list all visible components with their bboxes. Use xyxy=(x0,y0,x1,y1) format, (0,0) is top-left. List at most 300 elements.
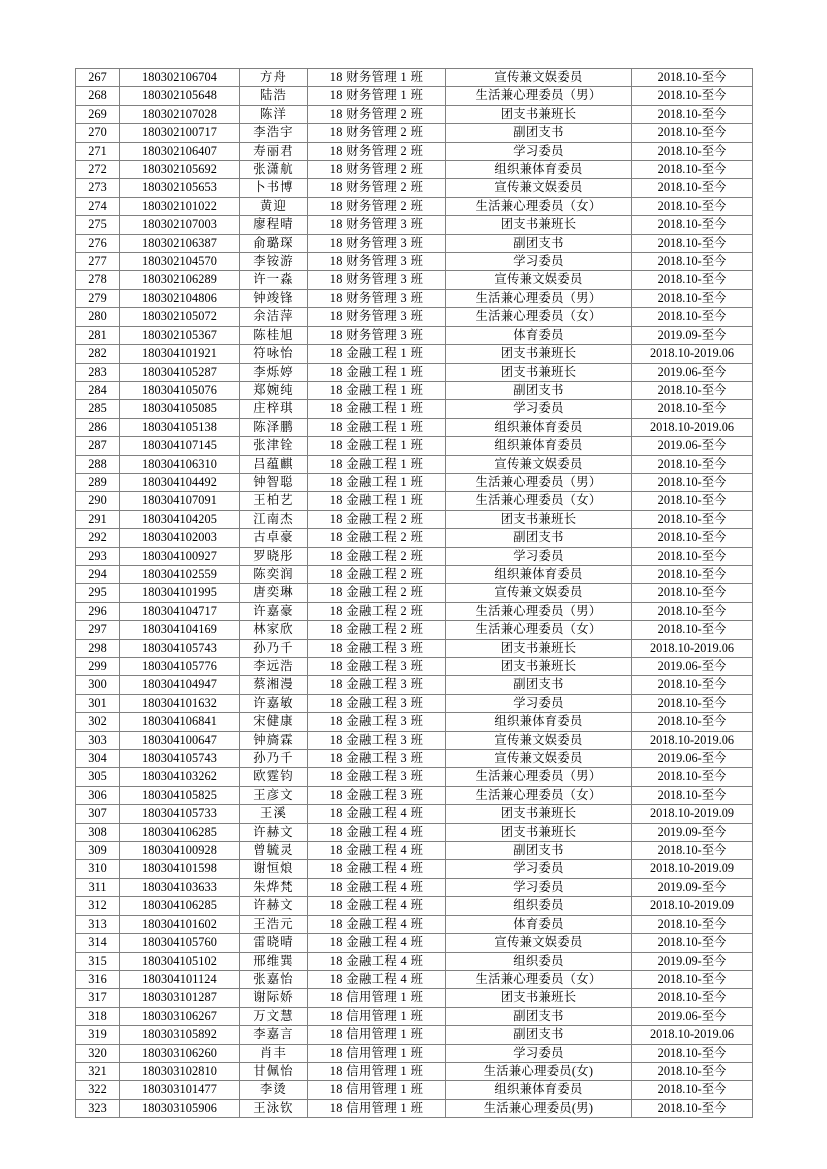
cell-index: 281 xyxy=(76,326,120,344)
cell-student-id: 180302106407 xyxy=(120,142,240,160)
cell-post: 团支书兼班长 xyxy=(446,510,632,528)
cell-name: 谢际娇 xyxy=(240,989,308,1007)
cell-index: 323 xyxy=(76,1099,120,1117)
cell-student-id: 180302106704 xyxy=(120,69,240,87)
cell-class: 18 金融工程 3 班 xyxy=(308,750,446,768)
cell-post: 副团支书 xyxy=(446,1007,632,1025)
cell-class: 18 金融工程 4 班 xyxy=(308,878,446,896)
cell-term: 2018.10-至今 xyxy=(632,253,753,271)
cell-student-id: 180304105743 xyxy=(120,639,240,657)
cell-index: 306 xyxy=(76,786,120,804)
cell-post: 副团支书 xyxy=(446,676,632,694)
cell-name: 郑婉纯 xyxy=(240,381,308,399)
cell-index: 319 xyxy=(76,1026,120,1044)
cell-post: 学习委员 xyxy=(446,860,632,878)
table-row xyxy=(76,1044,753,1062)
cell-name: 黄迎 xyxy=(240,197,308,215)
cell-student-id: 180304106285 xyxy=(120,897,240,915)
cell-class: 18 财务管理 2 班 xyxy=(308,124,446,142)
cell-student-id: 180302105367 xyxy=(120,326,240,344)
cell-post: 生活兼心理委员（男） xyxy=(446,768,632,786)
cell-class: 18 金融工程 2 班 xyxy=(308,529,446,547)
cell-post: 副团支书 xyxy=(446,234,632,252)
cell-index: 289 xyxy=(76,473,120,491)
cell-class: 18 金融工程 3 班 xyxy=(308,768,446,786)
cell-post: 团支书兼班长 xyxy=(446,345,632,363)
cell-name: 陈奕润 xyxy=(240,565,308,583)
cell-post: 组织兼体育委员 xyxy=(446,418,632,436)
cell-term: 2018.10-至今 xyxy=(632,381,753,399)
cell-class: 18 金融工程 3 班 xyxy=(308,639,446,657)
cell-index: 302 xyxy=(76,713,120,731)
cell-post: 团支书兼班长 xyxy=(446,639,632,657)
cell-student-id: 180304107091 xyxy=(120,492,240,510)
cell-class: 18 金融工程 4 班 xyxy=(308,952,446,970)
table-row xyxy=(76,437,753,455)
cell-term: 2018.10-至今 xyxy=(632,216,753,234)
cell-index: 320 xyxy=(76,1044,120,1062)
cell-term: 2018.10-至今 xyxy=(632,197,753,215)
cell-class: 18 金融工程 4 班 xyxy=(308,805,446,823)
cell-student-id: 180303105906 xyxy=(120,1099,240,1117)
table-row xyxy=(76,1099,753,1117)
table-row xyxy=(76,234,753,252)
cell-student-id: 180304101921 xyxy=(120,345,240,363)
cell-post: 组织兼体育委员 xyxy=(446,437,632,455)
cell-student-id: 180302107003 xyxy=(120,216,240,234)
cell-student-id: 180304100647 xyxy=(120,731,240,749)
cell-index: 288 xyxy=(76,455,120,473)
cell-class: 18 财务管理 1 班 xyxy=(308,87,446,105)
cell-name: 肖丰 xyxy=(240,1044,308,1062)
cell-name: 宋健康 xyxy=(240,713,308,731)
cell-term: 2018.10-2019.09 xyxy=(632,897,753,915)
cell-index: 287 xyxy=(76,437,120,455)
table-row xyxy=(76,823,753,841)
table-row xyxy=(76,805,753,823)
cell-name: 方舟 xyxy=(240,69,308,87)
cell-index: 295 xyxy=(76,584,120,602)
cell-name: 张津铨 xyxy=(240,437,308,455)
table-row xyxy=(76,860,753,878)
cell-name: 许赫文 xyxy=(240,823,308,841)
cell-post: 宣传兼文娱委员 xyxy=(446,179,632,197)
cell-post: 副团支书 xyxy=(446,1026,632,1044)
table-row xyxy=(76,694,753,712)
table-row xyxy=(76,970,753,988)
cell-term: 2018.10-至今 xyxy=(632,455,753,473)
cell-post: 副团支书 xyxy=(446,529,632,547)
cell-index: 316 xyxy=(76,970,120,988)
cell-class: 18 金融工程 1 班 xyxy=(308,473,446,491)
cell-index: 315 xyxy=(76,952,120,970)
cell-name: 许嘉豪 xyxy=(240,602,308,620)
cell-name: 罗晓彤 xyxy=(240,547,308,565)
table-row xyxy=(76,658,753,676)
table-row xyxy=(76,400,753,418)
cell-name: 李浩宇 xyxy=(240,124,308,142)
cell-index: 268 xyxy=(76,87,120,105)
cell-student-id: 180304105825 xyxy=(120,786,240,804)
table-row xyxy=(76,87,753,105)
cell-post: 宣传兼文娱委员 xyxy=(446,750,632,768)
cell-class: 18 财务管理 2 班 xyxy=(308,105,446,123)
cell-term: 2018.10-至今 xyxy=(632,308,753,326)
table-row xyxy=(76,455,753,473)
cell-name: 钟竣锋 xyxy=(240,289,308,307)
table-row xyxy=(76,602,753,620)
cell-index: 283 xyxy=(76,363,120,381)
cell-post: 团支书兼班长 xyxy=(446,216,632,234)
cell-class: 18 金融工程 2 班 xyxy=(308,510,446,528)
cell-index: 294 xyxy=(76,565,120,583)
table-row xyxy=(76,363,753,381)
table-row xyxy=(76,934,753,952)
table-row xyxy=(76,161,753,179)
cell-student-id: 180302105072 xyxy=(120,308,240,326)
cell-index: 271 xyxy=(76,142,120,160)
cell-student-id: 180304105138 xyxy=(120,418,240,436)
cell-post: 生活兼心理委员（女） xyxy=(446,492,632,510)
cell-index: 296 xyxy=(76,602,120,620)
cell-class: 18 金融工程 4 班 xyxy=(308,934,446,952)
cell-post: 组织委员 xyxy=(446,897,632,915)
cell-student-id: 180304103262 xyxy=(120,768,240,786)
cell-student-id: 180304101632 xyxy=(120,694,240,712)
cell-class: 18 金融工程 2 班 xyxy=(308,621,446,639)
cell-class: 18 金融工程 3 班 xyxy=(308,786,446,804)
table-row xyxy=(76,179,753,197)
cell-student-id: 180304100927 xyxy=(120,547,240,565)
cell-class: 18 金融工程 1 班 xyxy=(308,455,446,473)
cell-name: 古卓豪 xyxy=(240,529,308,547)
cell-post: 生活兼心理委员（男） xyxy=(446,473,632,491)
table-row xyxy=(76,768,753,786)
cell-post: 宣传兼文娱委员 xyxy=(446,584,632,602)
cell-index: 298 xyxy=(76,639,120,657)
cell-term: 2019.09-至今 xyxy=(632,326,753,344)
cell-post: 生活兼心理委员（男） xyxy=(446,87,632,105)
table-row xyxy=(76,731,753,749)
cell-term: 2018.10-至今 xyxy=(632,713,753,731)
cell-class: 18 金融工程 3 班 xyxy=(308,676,446,694)
cell-student-id: 180304105776 xyxy=(120,658,240,676)
cell-student-id: 180302105653 xyxy=(120,179,240,197)
table-row xyxy=(76,897,753,915)
cell-class: 18 财务管理 2 班 xyxy=(308,179,446,197)
cell-post: 学习委员 xyxy=(446,400,632,418)
cell-term: 2019.06-至今 xyxy=(632,363,753,381)
cell-class: 18 金融工程 1 班 xyxy=(308,381,446,399)
cell-post: 生活兼心理委员(男) xyxy=(446,1099,632,1117)
cell-post: 生活兼心理委员（男） xyxy=(446,289,632,307)
cell-term: 2018.10-至今 xyxy=(632,786,753,804)
cell-term: 2018.10-2019.06 xyxy=(632,731,753,749)
cell-name: 王浩元 xyxy=(240,915,308,933)
cell-index: 304 xyxy=(76,750,120,768)
cell-index: 269 xyxy=(76,105,120,123)
cell-index: 292 xyxy=(76,529,120,547)
cell-post: 团支书兼班长 xyxy=(446,105,632,123)
cell-term: 2018.10-至今 xyxy=(632,510,753,528)
cell-index: 308 xyxy=(76,823,120,841)
cell-student-id: 180303105892 xyxy=(120,1026,240,1044)
cell-term: 2018.10-至今 xyxy=(632,565,753,583)
cell-name: 张潇航 xyxy=(240,161,308,179)
cell-student-id: 180303106260 xyxy=(120,1044,240,1062)
cell-class: 18 财务管理 3 班 xyxy=(308,289,446,307)
cell-index: 317 xyxy=(76,989,120,1007)
cell-class: 18 信用管理 1 班 xyxy=(308,1081,446,1099)
cell-name: 陈洋 xyxy=(240,105,308,123)
cell-index: 311 xyxy=(76,878,120,896)
cell-index: 293 xyxy=(76,547,120,565)
cell-term: 2018.10-至今 xyxy=(632,124,753,142)
cell-post: 生活兼心理委员（男） xyxy=(446,602,632,620)
cell-student-id: 180304106841 xyxy=(120,713,240,731)
cell-post: 生活兼心理委员(女) xyxy=(446,1062,632,1080)
cell-student-id: 180302105648 xyxy=(120,87,240,105)
cell-name: 林家欣 xyxy=(240,621,308,639)
cell-name: 孙乃千 xyxy=(240,750,308,768)
cell-term: 2018.10-至今 xyxy=(632,161,753,179)
cell-index: 273 xyxy=(76,179,120,197)
cell-term: 2019.09-至今 xyxy=(632,952,753,970)
cell-name: 符咏怡 xyxy=(240,345,308,363)
table-row xyxy=(76,326,753,344)
cell-term: 2018.10-至今 xyxy=(632,87,753,105)
cell-student-id: 180302100717 xyxy=(120,124,240,142)
cell-class: 18 金融工程 4 班 xyxy=(308,860,446,878)
cell-term: 2018.10-至今 xyxy=(632,492,753,510)
cell-post: 生活兼心理委员（女） xyxy=(446,970,632,988)
cell-name: 谢恒烺 xyxy=(240,860,308,878)
cell-post: 宣传兼文娱委员 xyxy=(446,934,632,952)
table-row xyxy=(76,418,753,436)
cell-class: 18 金融工程 3 班 xyxy=(308,731,446,749)
table-row xyxy=(76,1007,753,1025)
table-row xyxy=(76,381,753,399)
cell-student-id: 180304105287 xyxy=(120,363,240,381)
cell-name: 曾毓灵 xyxy=(240,842,308,860)
cell-class: 18 金融工程 2 班 xyxy=(308,547,446,565)
cell-term: 2018.10-至今 xyxy=(632,602,753,620)
cell-index: 284 xyxy=(76,381,120,399)
cell-name: 唐奕琳 xyxy=(240,584,308,602)
table-row xyxy=(76,1081,753,1099)
table-row xyxy=(76,750,753,768)
table-row xyxy=(76,308,753,326)
cell-name: 陈桂旭 xyxy=(240,326,308,344)
cell-index: 307 xyxy=(76,805,120,823)
cell-post: 副团支书 xyxy=(446,842,632,860)
table-row xyxy=(76,253,753,271)
cell-student-id: 180304104205 xyxy=(120,510,240,528)
cell-term: 2018.10-至今 xyxy=(632,934,753,952)
cell-name: 许嘉敏 xyxy=(240,694,308,712)
cell-class: 18 财务管理 1 班 xyxy=(308,69,446,87)
cell-student-id: 180304105102 xyxy=(120,952,240,970)
table-row xyxy=(76,842,753,860)
cell-class: 18 金融工程 1 班 xyxy=(308,437,446,455)
cell-post: 组织兼体育委员 xyxy=(446,161,632,179)
cell-student-id: 180304105733 xyxy=(120,805,240,823)
cell-post: 学习委员 xyxy=(446,253,632,271)
cell-class: 18 财务管理 3 班 xyxy=(308,216,446,234)
roster-table-container xyxy=(75,68,752,1118)
cell-post: 学习委员 xyxy=(446,1044,632,1062)
cell-class: 18 信用管理 1 班 xyxy=(308,989,446,1007)
cell-name: 王溪 xyxy=(240,805,308,823)
cell-term: 2018.10-至今 xyxy=(632,621,753,639)
cell-class: 18 金融工程 1 班 xyxy=(308,363,446,381)
cell-post: 生活兼心理委员（女） xyxy=(446,786,632,804)
cell-post: 团支书兼班长 xyxy=(446,805,632,823)
cell-student-id: 180302104806 xyxy=(120,289,240,307)
cell-term: 2019.09-至今 xyxy=(632,823,753,841)
cell-post: 组织兼体育委员 xyxy=(446,565,632,583)
cell-class: 18 财务管理 3 班 xyxy=(308,308,446,326)
cell-term: 2018.10-至今 xyxy=(632,547,753,565)
cell-class: 18 金融工程 1 班 xyxy=(308,400,446,418)
cell-student-id: 180304102559 xyxy=(120,565,240,583)
cell-post: 体育委员 xyxy=(446,326,632,344)
cell-student-id: 180304104492 xyxy=(120,473,240,491)
cell-student-id: 180304104169 xyxy=(120,621,240,639)
cell-class: 18 财务管理 3 班 xyxy=(308,271,446,289)
cell-student-id: 180304101124 xyxy=(120,970,240,988)
cell-term: 2018.10-至今 xyxy=(632,989,753,1007)
table-row xyxy=(76,713,753,731)
cell-term: 2018.10-至今 xyxy=(632,1044,753,1062)
cell-index: 309 xyxy=(76,842,120,860)
cell-post: 生活兼心理委员（女） xyxy=(446,621,632,639)
cell-index: 310 xyxy=(76,860,120,878)
cell-student-id: 180304105076 xyxy=(120,381,240,399)
cell-class: 18 金融工程 4 班 xyxy=(308,970,446,988)
cell-name: 张嘉怡 xyxy=(240,970,308,988)
cell-post: 学习委员 xyxy=(446,694,632,712)
cell-index: 301 xyxy=(76,694,120,712)
cell-term: 2019.06-至今 xyxy=(632,750,753,768)
table-row xyxy=(76,271,753,289)
cell-name: 余洁萍 xyxy=(240,308,308,326)
cell-name: 朱烨梵 xyxy=(240,878,308,896)
cell-student-id: 180302106387 xyxy=(120,234,240,252)
table-row xyxy=(76,529,753,547)
cell-class: 18 信用管理 1 班 xyxy=(308,1099,446,1117)
cell-student-id: 180304101995 xyxy=(120,584,240,602)
cell-term: 2018.10-至今 xyxy=(632,69,753,87)
cell-term: 2018.10-至今 xyxy=(632,1081,753,1099)
table-row xyxy=(76,952,753,970)
table-row xyxy=(76,676,753,694)
cell-term: 2018.10-至今 xyxy=(632,694,753,712)
cell-post: 宣传兼文娱委员 xyxy=(446,69,632,87)
cell-name: 卜书博 xyxy=(240,179,308,197)
cell-name: 俞璐琛 xyxy=(240,234,308,252)
cell-name: 王泳钦 xyxy=(240,1099,308,1117)
cell-student-id: 180302106289 xyxy=(120,271,240,289)
cell-name: 庄梓琪 xyxy=(240,400,308,418)
cell-index: 277 xyxy=(76,253,120,271)
cell-student-id: 180304106285 xyxy=(120,823,240,841)
roster-table xyxy=(75,68,753,1118)
cell-name: 万文慧 xyxy=(240,1007,308,1025)
table-row xyxy=(76,584,753,602)
cell-name: 江南杰 xyxy=(240,510,308,528)
cell-index: 279 xyxy=(76,289,120,307)
cell-post: 团支书兼班长 xyxy=(446,363,632,381)
cell-term: 2018.10-2019.09 xyxy=(632,805,753,823)
cell-name: 甘佩怡 xyxy=(240,1062,308,1080)
cell-name: 李烫 xyxy=(240,1081,308,1099)
cell-index: 322 xyxy=(76,1081,120,1099)
cell-term: 2018.10-至今 xyxy=(632,842,753,860)
cell-class: 18 金融工程 2 班 xyxy=(308,584,446,602)
table-row xyxy=(76,1026,753,1044)
cell-student-id: 180304105743 xyxy=(120,750,240,768)
cell-post: 体育委员 xyxy=(446,915,632,933)
cell-term: 2018.10-至今 xyxy=(632,142,753,160)
cell-class: 18 金融工程 2 班 xyxy=(308,602,446,620)
cell-student-id: 180304104717 xyxy=(120,602,240,620)
cell-name: 许一淼 xyxy=(240,271,308,289)
cell-class: 18 信用管理 1 班 xyxy=(308,1062,446,1080)
cell-name: 王柏艺 xyxy=(240,492,308,510)
cell-class: 18 金融工程 3 班 xyxy=(308,694,446,712)
cell-term: 2018.10-2019.06 xyxy=(632,639,753,657)
cell-name: 钟智聪 xyxy=(240,473,308,491)
cell-class: 18 财务管理 2 班 xyxy=(308,197,446,215)
cell-student-id: 180304107145 xyxy=(120,437,240,455)
table-row xyxy=(76,69,753,87)
cell-index: 312 xyxy=(76,897,120,915)
cell-term: 2018.10-至今 xyxy=(632,289,753,307)
cell-class: 18 财务管理 3 班 xyxy=(308,234,446,252)
table-row xyxy=(76,510,753,528)
cell-student-id: 180303101287 xyxy=(120,989,240,1007)
cell-index: 299 xyxy=(76,658,120,676)
cell-post: 宣传兼文娱委员 xyxy=(446,455,632,473)
table-row xyxy=(76,621,753,639)
table-row xyxy=(76,345,753,363)
cell-student-id: 180304106310 xyxy=(120,455,240,473)
cell-index: 297 xyxy=(76,621,120,639)
cell-name: 许赫文 xyxy=(240,897,308,915)
cell-term: 2019.06-至今 xyxy=(632,1007,753,1025)
cell-name: 孙乃千 xyxy=(240,639,308,657)
cell-class: 18 金融工程 4 班 xyxy=(308,915,446,933)
cell-class: 18 财务管理 2 班 xyxy=(308,142,446,160)
cell-term: 2018.10-至今 xyxy=(632,179,753,197)
cell-term: 2018.10-2019.06 xyxy=(632,1026,753,1044)
cell-term: 2018.10-至今 xyxy=(632,1099,753,1117)
cell-post: 组织兼体育委员 xyxy=(446,713,632,731)
cell-student-id: 180303102810 xyxy=(120,1062,240,1080)
cell-name: 李远浩 xyxy=(240,658,308,676)
cell-post: 副团支书 xyxy=(446,381,632,399)
cell-name: 寿丽君 xyxy=(240,142,308,160)
cell-student-id: 180304105760 xyxy=(120,934,240,952)
cell-index: 321 xyxy=(76,1062,120,1080)
cell-term: 2019.09-至今 xyxy=(632,878,753,896)
cell-post: 生活兼心理委员（女） xyxy=(446,197,632,215)
cell-index: 274 xyxy=(76,197,120,215)
cell-name: 李铵游 xyxy=(240,253,308,271)
cell-term: 2018.10-至今 xyxy=(632,1062,753,1080)
cell-class: 18 金融工程 3 班 xyxy=(308,713,446,731)
